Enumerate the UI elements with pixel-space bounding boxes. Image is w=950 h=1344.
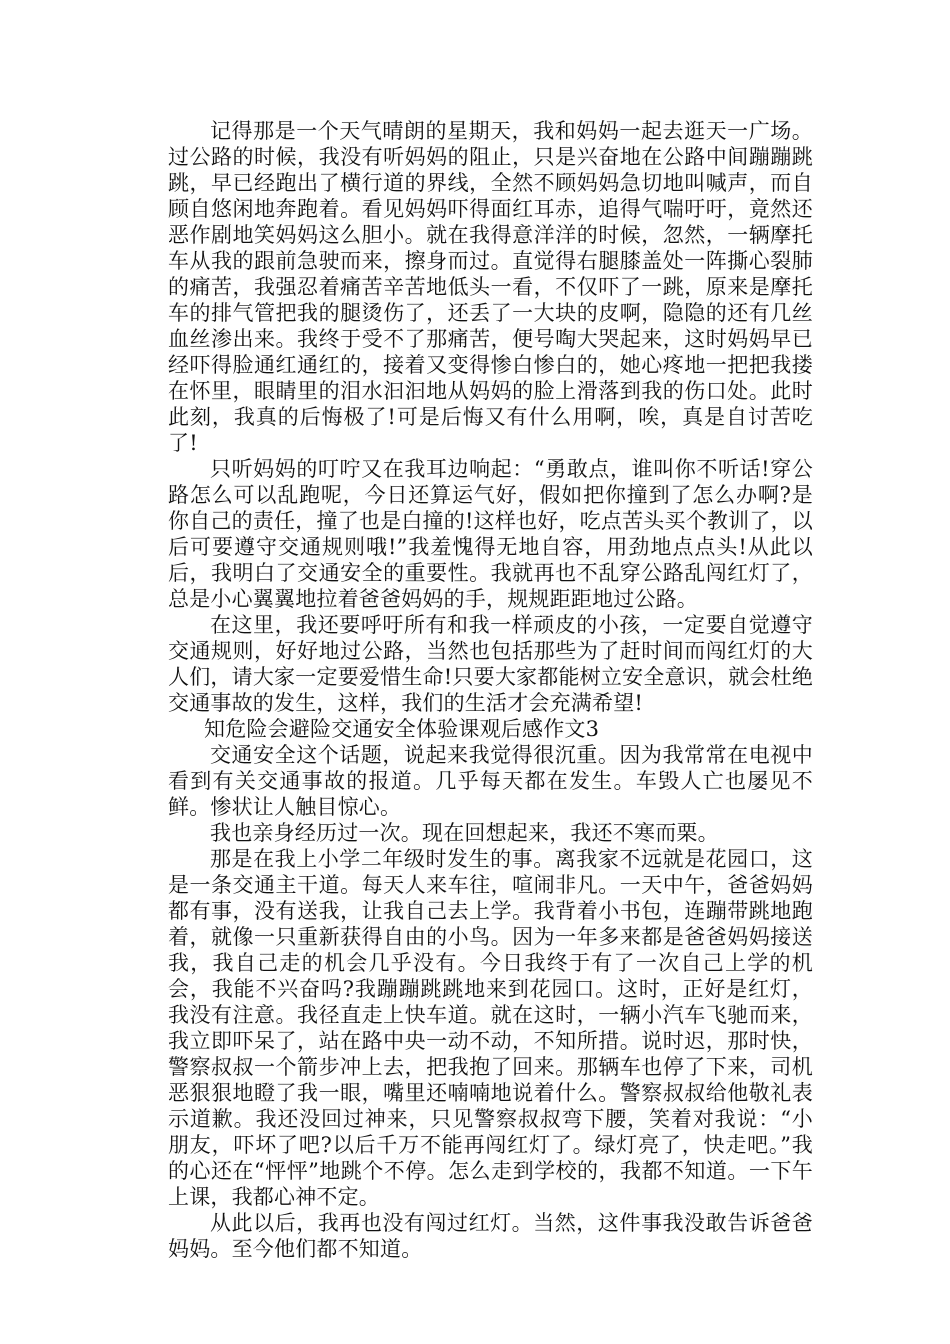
paragraph-6: 那是在我上小学二年级时发生的事。离我家不远就是花园口，这是一条交通主干道。每天人来车往，喧闹非凡。一天中午，爸爸妈妈都有事，没有送我，让我自己去上学。我背着小书包，连蹦带跳地跑着，就像一只重新获得自由的小鸟。因为一年多来都是爸爸妈妈接送我，我自己走的机会几乎没有。今日我终于有了一次自己上学的机会，我能不兴奋吗?我蹦蹦跳跳地来到花园口。这时，正好是红灯，我没有注意。我径直走上快车道。就在这时，一辆小汽车飞驰而来，我立即吓呆了，站在路中央一动不动，不知所措。说时迟，那时快，警察叔叔一个箭步冲上去，把我抱了回来。那辆车也停了下来，司机恶狠狠地瞪了我一眼，嘴里还喃喃地说着什么。警察叔叔给他敬礼表示道歉。我还没回过神来，只见警察叔叔弯下腰，笑着对我说：“小朋友，吓坏了吧?以后千万不能再闯红灯了。绿灯亮了，快走吧。”我的心还在“怦怦”地跳个不停。怎么走到学校的，我都不知道。一下午上课，我都心神不定。	[168, 847, 813, 1209]
paragraph-1: 记得那是一个天气晴朗的星期天，我和妈妈一起去逛天一广场。过公路的时候，我没有听妈妈的阻止，只是兴奋地在公路中间蹦蹦跳跳，早已经跑出了横行道的界线，全然不顾妈妈急切地叫喊声，而自顾自悠闲地奔跑着。看见妈妈吓得面红耳赤，追得气喘吁吁，竟然还恶作剧地笑妈妈这么胆小。就在我得意洋洋的时候，忽然，一辆摩托车从我的跟前急驶而来，擦身而过。直觉得右腿膝盖处一阵撕心裂肺的痛苦，我强忍着痛苦辛苦地低头一看，不仅吓了一跳，原来是摩托车的排气管把我的腿烫伤了，还丢了一大块的皮啊，隐隐的还有几丝血丝渗出来。我终于受不了那痛苦，便号啕大哭起来，这时妈妈早已经吓得脸通红通红的，接着又变得惨白惨白的，她心疼地一把把我搂在怀里，眼睛里的泪水汩汩地从妈妈的脸上滑落到我的伤口处。此时此刻，我真的后悔极了!可是后悔又有什么用啊，唉，真是自讨苦吃了!	[168, 119, 813, 455]
section-heading: 知危险会避险交通安全体验课观后感作文3	[204, 717, 600, 741]
paragraph-5: 我也亲身经历过一次。现在回想起来，我还不寒而栗。	[210, 821, 719, 845]
paragraph-3: 在这里，我还要呼吁所有和我一样顽皮的小孩，一定要自觉遵守交通规则，好好地过公路，当然也包括那些为了赶时间而闯红灯的大人们，请大家一定要爱惜生命!只要大家都能树立安全意识，就会杜绝交通事故的发生，这样，我们的生活才会充满希望!	[168, 613, 813, 715]
paragraph-7: 从此以后，我再也没有闯过红灯。当然，这件事我没敢告诉爸爸妈妈。至今他们都不知道。	[168, 1211, 813, 1261]
paragraph-4: 交通安全这个话题，说起来我觉得很沉重。因为我常常在电视中看到有关交通事故的报道。几乎每天都在发生。车毁人亡也屡见不鲜。惨状让人触目惊心。	[168, 743, 813, 819]
article-body	[168, 118, 813, 1262]
paragraph-2: 只听妈妈的叮咛又在我耳边响起：“勇敢点，谁叫你不听话!穿公路怎么可以乱跑呢，今日还算运气好，假如把你撞到了怎么办啊?是你自己的责任，撞了也是白撞的!这样也好，吃点苦头买个教训了，以后可要遵守交通规则哦!”我羞愧得无地自容，用劲地点点头!从此以后，我明白了交通安全的重要性。我就再也不乱穿公路乱闯红灯了，总是小心翼翼地拉着爸爸妈妈的手，规规距距地过公路。	[168, 457, 813, 611]
